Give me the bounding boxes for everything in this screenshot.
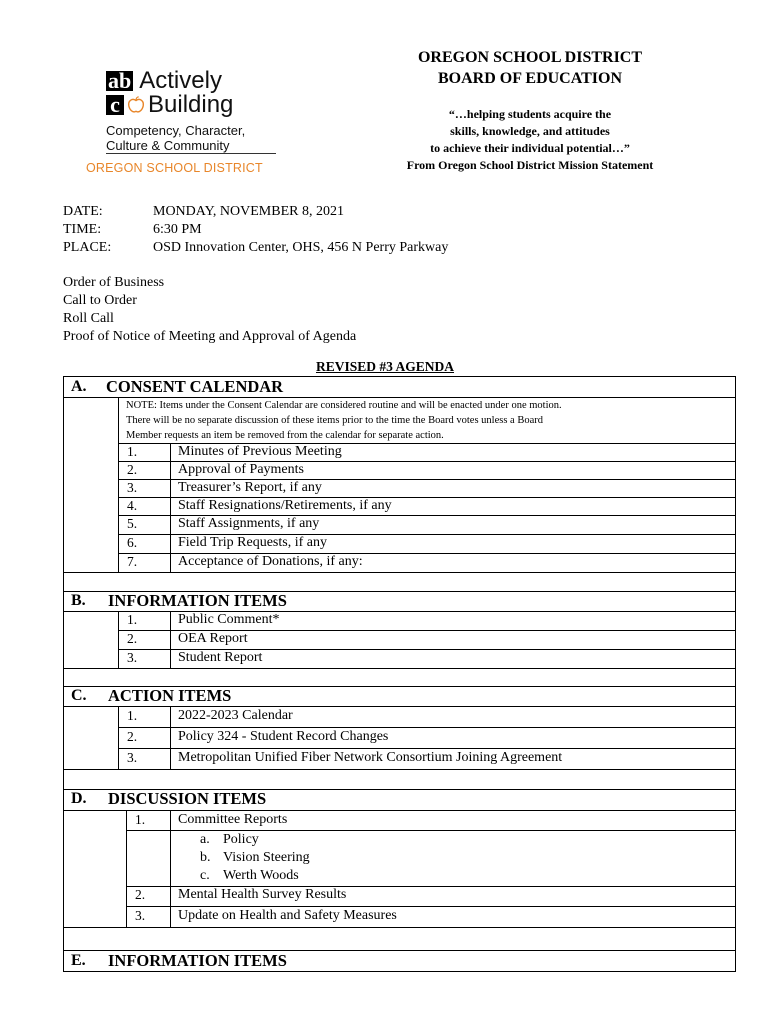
item-number: 5. bbox=[126, 516, 138, 531]
agenda-item: Staff Resignations/Retirements, if any bbox=[178, 498, 392, 513]
logo-tagline-1: Competency, Character, bbox=[106, 123, 246, 138]
section-d-letter: D. bbox=[71, 790, 87, 807]
divider bbox=[170, 443, 171, 572]
agenda-item: Field Trip Requests, if any bbox=[178, 535, 327, 550]
agenda-item: Public Comment* bbox=[178, 612, 280, 627]
logo-box-letter-c: c bbox=[106, 95, 124, 115]
agenda-item: Update on Health and Safety Measures bbox=[178, 908, 397, 923]
item-number: 7. bbox=[126, 554, 138, 569]
divider bbox=[63, 572, 736, 573]
board-title: BOARD OF EDUCATION bbox=[437, 70, 622, 87]
item-number: 1. bbox=[126, 612, 138, 627]
section-e-letter: E. bbox=[71, 952, 86, 969]
proof-of-notice: Proof of Notice of Meeting and Approval of Agenda bbox=[63, 329, 357, 344]
date-value: MONDAY, NOVEMBER 8, 2021 bbox=[153, 204, 344, 219]
consent-note-line-1: NOTE: Items under the Consent Calendar are considered routine and will be enacted under one motion. bbox=[126, 400, 562, 411]
divider bbox=[126, 906, 736, 907]
divider bbox=[63, 927, 736, 928]
item-number: 3. bbox=[126, 750, 138, 765]
agenda-item: Metropolitan Unified Fiber Network Consortium Joining Agreement bbox=[178, 750, 563, 765]
revised-agenda-title: REVISED #3 AGENDA bbox=[315, 359, 455, 374]
subitem-text: Vision Steering bbox=[223, 850, 310, 865]
item-number: 3. bbox=[134, 908, 146, 923]
section-e-title: INFORMATION ITEMS bbox=[108, 951, 287, 970]
roll-call: Roll Call bbox=[63, 311, 114, 326]
divider bbox=[63, 611, 736, 612]
divider bbox=[170, 611, 171, 668]
mission-line-3: to achieve their individual potential…” bbox=[430, 141, 630, 155]
agenda-table bbox=[63, 376, 736, 972]
agenda-item: Acceptance of Donations, if any: bbox=[178, 554, 363, 569]
section-a-title: CONSENT CALENDAR bbox=[106, 377, 284, 396]
divider bbox=[126, 830, 736, 831]
call-to-order: Call to Order bbox=[63, 293, 137, 308]
consent-note-line-2: There will be no separate discussion of these items prior to the time the Board votes unless a Board bbox=[126, 415, 543, 426]
item-number: 1. bbox=[126, 708, 138, 723]
district-logo bbox=[86, 67, 296, 180]
subitem-text: Werth Woods bbox=[223, 868, 299, 883]
divider bbox=[63, 810, 736, 811]
mission-source: From Oregon School District Mission Statement bbox=[406, 158, 654, 172]
logo-word-actively: Actively bbox=[139, 67, 222, 94]
agenda-item: Mental Health Survey Results bbox=[178, 887, 347, 902]
divider bbox=[170, 810, 171, 927]
section-d-title: DISCUSSION ITEMS bbox=[108, 789, 267, 808]
logo-divider bbox=[106, 153, 276, 154]
item-number: 2. bbox=[126, 729, 138, 744]
item-number: 1. bbox=[126, 444, 138, 459]
item-number: 3. bbox=[126, 480, 138, 495]
subitem-text: Policy bbox=[223, 832, 259, 847]
agenda-item: Treasurer’s Report, if any bbox=[178, 480, 322, 495]
time-value: 6:30 PM bbox=[153, 222, 202, 237]
divider bbox=[170, 706, 171, 769]
item-number: 1. bbox=[134, 812, 146, 827]
divider bbox=[63, 706, 736, 707]
item-number: 6. bbox=[126, 535, 138, 550]
logo-line-2 bbox=[106, 91, 234, 118]
mission-line-2: skills, knowledge, and attitudes bbox=[450, 124, 610, 138]
time-label: TIME: bbox=[63, 222, 102, 237]
divider bbox=[118, 727, 736, 728]
section-a-letter: A. bbox=[71, 378, 87, 395]
section-b-letter: B. bbox=[71, 592, 86, 609]
agenda-item: 2022-2023 Calendar bbox=[178, 708, 293, 723]
agenda-item: Minutes of Previous Meeting bbox=[178, 444, 342, 459]
item-number: 3. bbox=[126, 650, 138, 665]
item-number: 2. bbox=[134, 887, 146, 902]
item-number: 4. bbox=[126, 498, 138, 513]
place-label: PLACE: bbox=[63, 240, 112, 255]
logo-district-name: OREGON SCHOOL DISTRICT bbox=[86, 161, 263, 175]
apple-icon bbox=[127, 96, 145, 114]
district-title: OREGON SCHOOL DISTRICT bbox=[417, 49, 643, 66]
item-number: 2. bbox=[126, 462, 138, 477]
divider bbox=[63, 668, 736, 669]
subitem-letter: c. bbox=[200, 868, 210, 883]
agenda-item: Staff Assignments, if any bbox=[178, 516, 320, 531]
mission-line-1: “…helping students acquire the bbox=[448, 107, 612, 121]
item-number: 2. bbox=[126, 631, 138, 646]
agenda-item: OEA Report bbox=[178, 631, 248, 646]
subitem-letter: a. bbox=[200, 832, 210, 847]
agenda-item: Policy 324 - Student Record Changes bbox=[178, 729, 389, 744]
consent-note-line-3: Member requests an item be removed from the calendar for separate action. bbox=[126, 430, 444, 441]
logo-word-building: Building bbox=[148, 91, 234, 118]
logo-line-1 bbox=[106, 67, 222, 94]
section-c-letter: C. bbox=[71, 687, 87, 704]
agenda-item: Committee Reports bbox=[178, 812, 288, 827]
divider bbox=[63, 769, 736, 770]
logo-box-letters: ab bbox=[108, 68, 132, 93]
divider bbox=[118, 748, 736, 749]
order-of-business: Order of Business bbox=[63, 275, 165, 290]
section-b-title: INFORMATION ITEMS bbox=[108, 591, 287, 610]
agenda-item: Approval of Payments bbox=[178, 462, 304, 477]
date-label: DATE: bbox=[63, 204, 103, 219]
agenda-item: Student Report bbox=[178, 650, 263, 665]
logo-tagline-2: Culture & Community bbox=[106, 138, 230, 153]
subitem-letter: b. bbox=[200, 850, 211, 865]
place-value: OSD Innovation Center, OHS, 456 N Perry Parkway bbox=[153, 240, 449, 255]
section-c-title: ACTION ITEMS bbox=[108, 686, 232, 705]
